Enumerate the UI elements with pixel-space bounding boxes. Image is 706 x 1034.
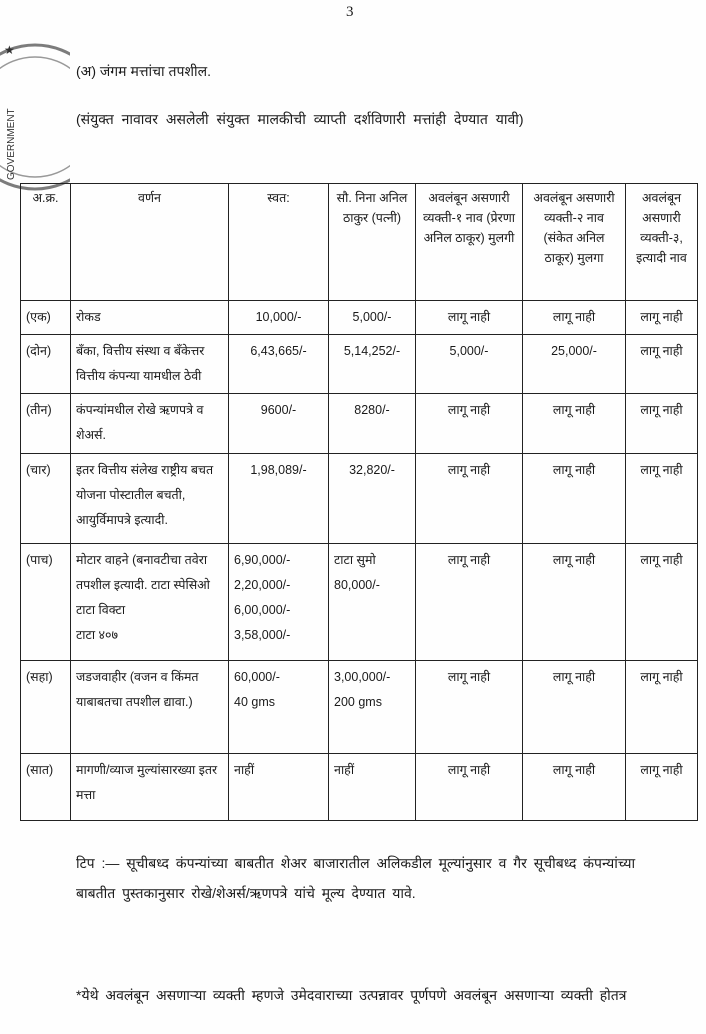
cell-self: 10,000/-	[229, 301, 329, 335]
table-row	[21, 544, 698, 661]
table-row	[21, 754, 698, 821]
cell-description: मोटार वाहने (बनावटीचा तवेरा तपशील इत्यादी. टाटा स्पेसिओ टाटा विक्टा टाटा ४०७	[71, 544, 229, 661]
page-number: 3	[346, 4, 354, 20]
cell-self: 1,98,089/-	[229, 454, 329, 544]
header-dependent-3: अवलंबून असणारी व्यक्ती-३, इत्यादी नाव	[626, 184, 698, 301]
star-icon: ★	[4, 43, 15, 57]
cell-dependent-1: लागू नाही	[416, 394, 523, 454]
cell-self: 9600/-	[229, 394, 329, 454]
cell-serial: (तीन)	[21, 394, 71, 454]
instruction-text: (संयुक्त नावावर असलेली संयुक्त मालकीची व्याप्ती दर्शविणारी मत्तांही देण्यात यावी)	[76, 111, 524, 127]
cell-dependent-3: लागू नाही	[626, 754, 698, 821]
cell-dependent-2: लागू नाही	[523, 394, 626, 454]
cell-serial: (एक)	[21, 301, 71, 335]
table-row	[21, 301, 698, 335]
cell-dependent-3: लागू नाही	[626, 394, 698, 454]
cell-self: 6,90,000/- 2,20,000/- 6,00,000/- 3,58,000/-	[229, 544, 329, 661]
table-row	[21, 454, 698, 544]
cell-dependent-1: लागू नाही	[416, 754, 523, 821]
cell-dependent-3: लागू नाही	[626, 544, 698, 661]
cell-self: नाहीं	[229, 754, 329, 821]
cell-dependent-3: लागू नाही	[626, 335, 698, 394]
cell-self: 6,43,665/-	[229, 335, 329, 394]
cell-description: मागणी/व्याज मुल्यांसारख्या इतर मत्ता	[71, 754, 229, 821]
cell-description: इतर वित्तीय संलेख राष्ट्रीय बचत योजना पोस्टातील बचती, आयुर्विमापत्रे इत्यादी.	[71, 454, 229, 544]
cell-dependent-1: 5,000/-	[416, 335, 523, 394]
note-text: टिप :— सूचीबध्द कंपन्यांच्या बाबतीत शेअर बाजारातील अलिकडील मूल्यांनुसार व गैर सूचीबध्द कंपन्यांच्या बाबतीत पुस्तकानुसार रोखे/शेअर्स/ऋणपत्रे यांचे मूल्य देण्यात यावे.	[76, 855, 636, 901]
cell-dependent-1: लागू नाही	[416, 661, 523, 754]
header-self: स्वत:	[229, 184, 329, 301]
table-row	[21, 394, 698, 454]
cell-spouse: 5,000/-	[329, 301, 416, 335]
header-dependent-2: अवलंबून असणारी व्यक्ती-२ नाव (संकेत अनिल ठाकूर) मुलगा	[523, 184, 626, 301]
header-description: वर्णन	[71, 184, 229, 301]
cell-dependent-3: लागू नाही	[626, 454, 698, 544]
stamp-lettering: GOVERNMENT	[6, 108, 17, 180]
cell-dependent-1: लागू नाही	[416, 454, 523, 544]
cell-spouse: 5,14,252/-	[329, 335, 416, 394]
table-header-row	[21, 184, 698, 301]
cell-description: बॅंका, वित्तीय संस्था व बॅंकेत्तर वित्तीय कंपन्या यामधील ठेवी	[71, 335, 229, 394]
cell-serial: (चार)	[21, 454, 71, 544]
header-spouse: सौ. निना अनिल ठाकुर (पत्नी)	[329, 184, 416, 301]
cell-dependent-2: लागू नाही	[523, 661, 626, 754]
header-serial: अ.क्र.	[21, 184, 71, 301]
cell-dependent-2: लागू नाही	[523, 754, 626, 821]
cell-dependent-2: लागू नाही	[523, 454, 626, 544]
footnote-text: *येथे अवलंबून असणाऱ्या व्यक्ती म्हणजे उमेदवाराच्या उत्पन्नावर पूर्णपणे अवलंबून असणाऱ्या व्यक्ती होतत्र	[76, 987, 627, 1003]
cell-spouse: नाहीं	[329, 754, 416, 821]
cell-dependent-2: लागू नाही	[523, 544, 626, 661]
cell-serial: (दोन)	[21, 335, 71, 394]
movable-assets-table	[20, 183, 698, 821]
cell-spouse: 3,00,000/- 200 gms	[329, 661, 416, 754]
cell-description: कंपन्यांमधील रोखे ऋणपत्रे व शेअर्स.	[71, 394, 229, 454]
header-dependent-1: अवलंबून असणारी व्यक्ती-१ नाव (प्रेरणा अनिल ठाकूर) मुलगी	[416, 184, 523, 301]
cell-description: रोकड	[71, 301, 229, 335]
cell-dependent-2: 25,000/-	[523, 335, 626, 394]
cell-description: जडजवाहीर (वजन व किंमत याबाबतचा तपशील द्यावा.)	[71, 661, 229, 754]
cell-self: 60,000/- 40 gms	[229, 661, 329, 754]
table-row	[21, 335, 698, 394]
cell-dependent-1: लागू नाही	[416, 544, 523, 661]
cell-spouse: 32,820/-	[329, 454, 416, 544]
cell-spouse: टाटा सुमो 80,000/-	[329, 544, 416, 661]
table-row	[21, 661, 698, 754]
cell-serial: (सहा)	[21, 661, 71, 754]
section-title: (अ) जंगम मत्तांचा तपशील.	[76, 63, 211, 79]
cell-dependent-1: लागू नाही	[416, 301, 523, 335]
cell-serial: (सात)	[21, 754, 71, 821]
cell-dependent-3: लागू नाही	[626, 661, 698, 754]
cell-dependent-3: लागू नाही	[626, 301, 698, 335]
cell-serial: (पाच)	[21, 544, 71, 661]
cell-spouse: 8280/-	[329, 394, 416, 454]
cell-dependent-2: लागू नाही	[523, 301, 626, 335]
